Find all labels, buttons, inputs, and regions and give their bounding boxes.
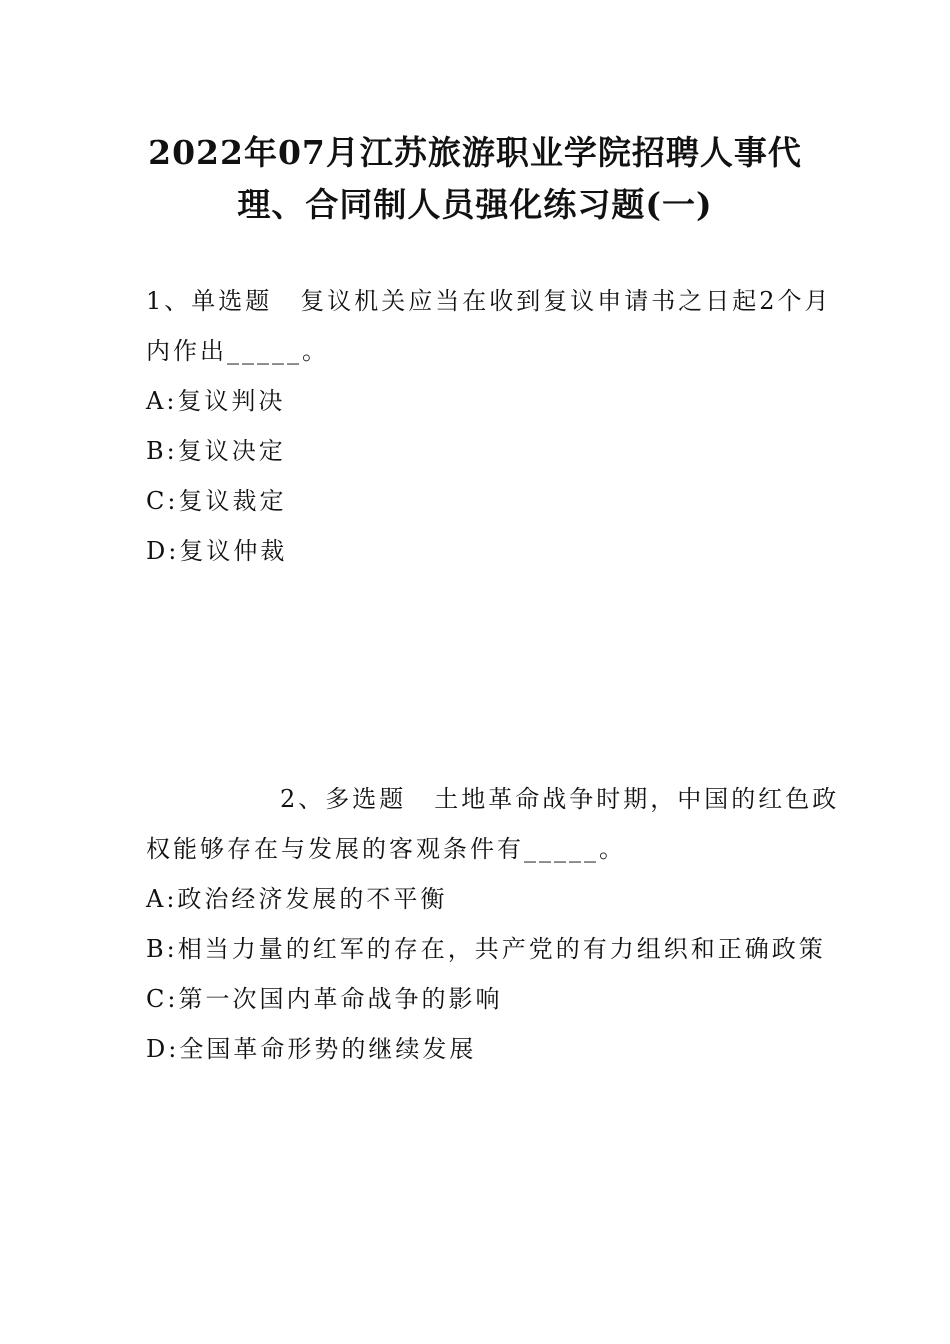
question-1-option-c	[146, 486, 286, 517]
option-label: A:	[146, 387, 178, 415]
question-1-stem-text: 复议机关应当在收到复议申请书之日起2个月	[300, 287, 832, 315]
option-label: D:	[146, 537, 180, 565]
option-text: 全国革命形势的继续发展	[179, 1035, 477, 1063]
question-1-type: 单选题	[191, 287, 273, 315]
question-1-option-d	[146, 536, 287, 567]
option-text: 复议裁定	[178, 487, 287, 515]
question-2-stem-line-2: 权能够存在与发展的客观条件有_____。	[146, 835, 626, 863]
option-label: A:	[146, 885, 178, 913]
question-1-stem-line-2: 内作出_____。	[146, 337, 329, 365]
option-text: 相当力量的红军的存在，共产党的有力组织和正确政策	[177, 935, 826, 963]
option-label: C:	[146, 985, 179, 1013]
option-text: 政治经济发展的不平衡	[177, 885, 448, 913]
question-1-stem-line-1	[146, 286, 832, 317]
option-text: 复议判决	[177, 387, 286, 415]
question-1-number: 1、	[146, 287, 192, 315]
option-label: D:	[146, 1035, 180, 1063]
question-2-type: 多选题	[325, 785, 407, 813]
option-label: C:	[146, 487, 179, 515]
option-label: B:	[146, 437, 178, 465]
question-1-option-a	[146, 386, 285, 417]
option-label: B:	[146, 935, 178, 963]
question-1-option-b	[146, 436, 286, 467]
option-text: 第一次国内革命战争的影响	[178, 985, 503, 1013]
document-title-line-2: 理、合同制人员强化练习题(一)	[237, 185, 713, 224]
question-2-number: 2、	[280, 785, 326, 813]
document-title-line-1: 2022年07月江苏旅游职业学院招聘人事代	[148, 133, 802, 172]
question-2-option-d	[146, 1034, 476, 1065]
option-text: 复议仲裁	[179, 537, 288, 565]
question-2-stem-text: 土地革命战争时期，中国的红色政	[434, 785, 840, 813]
question-2-option-b	[146, 934, 826, 965]
question-2-option-a	[146, 884, 447, 915]
question-2-stem-line-1	[280, 784, 839, 815]
question-2-option-c	[146, 984, 502, 1015]
option-text: 复议决定	[177, 437, 286, 465]
